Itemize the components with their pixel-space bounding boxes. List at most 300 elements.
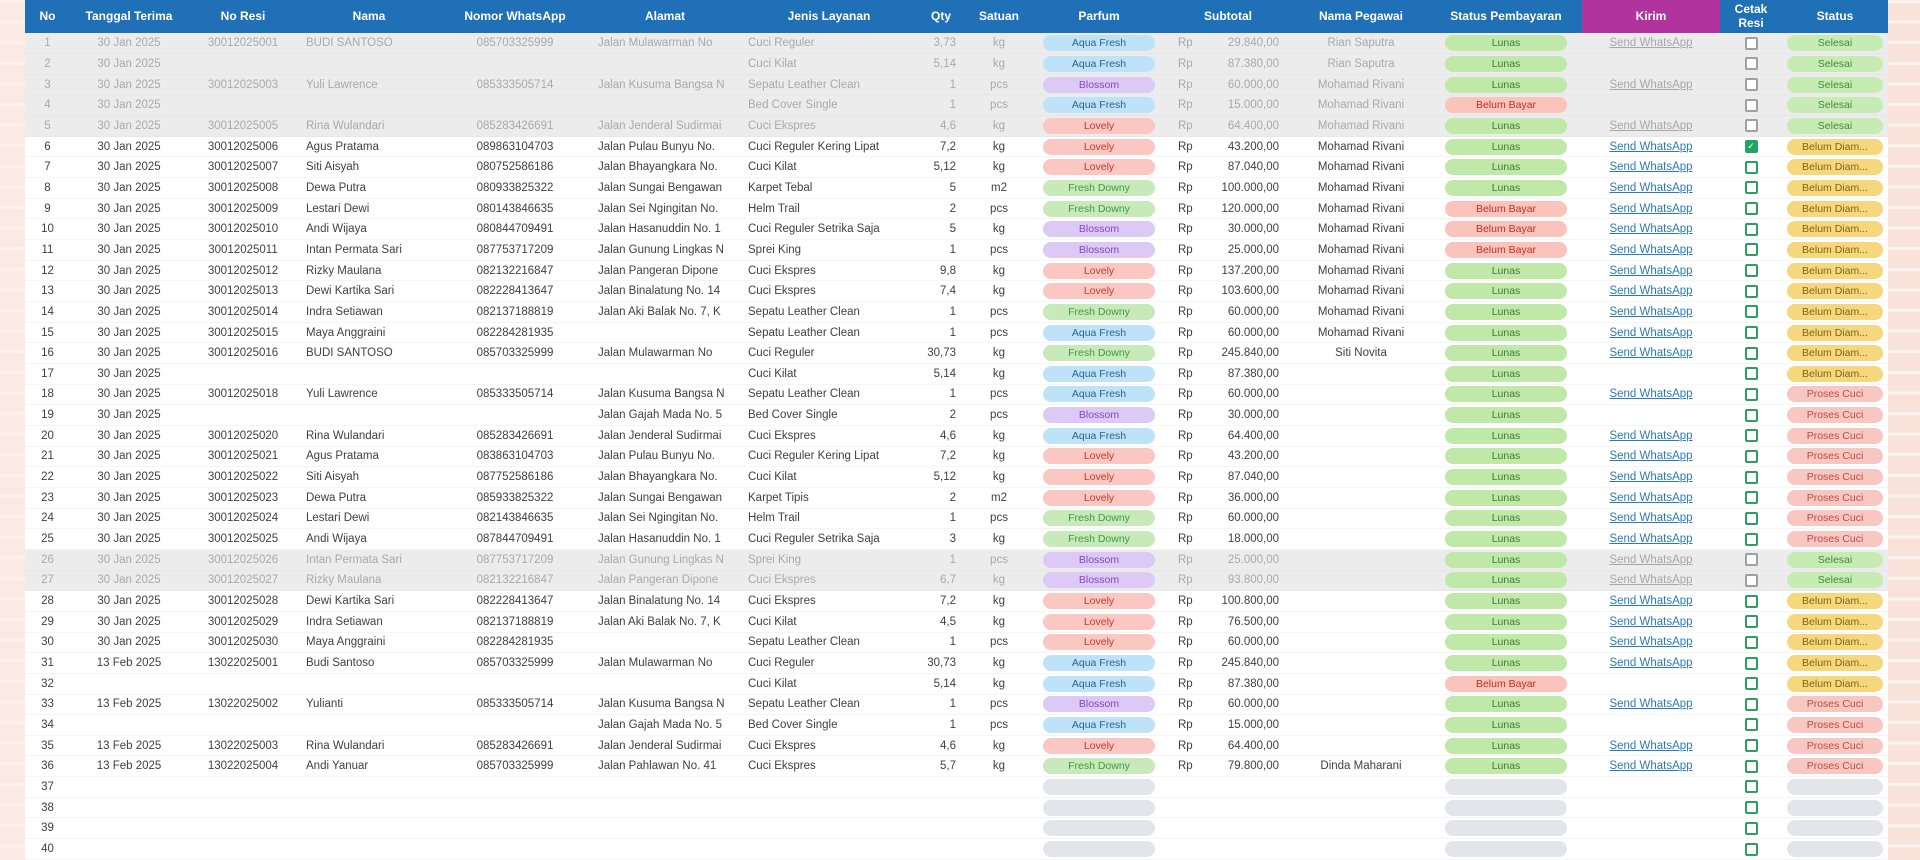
cetak-resi-checkbox[interactable] [1745,698,1758,711]
cell-tanggal-terima: 30 Jan 2025 [70,136,188,157]
cell-row-number: 12 [25,260,70,281]
subtotal-amount: 43.200,00 [1227,450,1279,463]
status-badge: Selesai [1787,97,1883,113]
cetak-resi-checkbox[interactable] [1745,533,1758,546]
cell-parfum [1034,74,1164,95]
table-row [25,549,1888,570]
cell-row-number: 35 [25,735,70,756]
cell-status-pembayaran [1430,570,1582,591]
cetak-resi-checkbox[interactable] [1745,429,1758,442]
cell-row-number: 17 [25,364,70,385]
cell-alamat [590,818,740,839]
parfum-badge: Lovely [1043,159,1155,175]
send-whatsapp-link[interactable]: Send WhatsApp [1609,739,1693,752]
currency-prefix: Rp [1178,760,1193,773]
send-whatsapp-link[interactable]: Send WhatsApp [1609,161,1693,174]
cell-no-resi: 30012025011 [188,240,298,261]
cetak-resi-checkbox[interactable] [1745,161,1758,174]
cell-nama-pegawai: Mohamad Rivani [1292,302,1430,323]
send-whatsapp-link[interactable]: Send WhatsApp [1609,202,1693,215]
cell-subtotal [1164,549,1292,570]
col-header-kirim: Kirim [1582,0,1720,33]
status-badge: Proses Cuci [1787,448,1883,464]
send-whatsapp-link[interactable]: Send WhatsApp [1609,636,1693,649]
cell-jenis-layanan [740,818,918,839]
table-row [25,446,1888,467]
table-row [25,260,1888,281]
cell-qty: 1 [918,95,964,116]
cell-alamat: Jalan Sungai Bengawan [590,178,740,199]
cetak-resi-checkbox[interactable] [1745,615,1758,628]
cell-qty: 5,12 [918,157,964,178]
cetak-resi-checkbox[interactable] [1745,760,1758,773]
subtotal-amount: 18.000,00 [1227,533,1279,546]
cell-alamat [590,54,740,75]
cell-nama-pegawai: Rian Saputra [1292,33,1430,54]
cell-qty: 4,5 [918,611,964,632]
cell-satuan [964,777,1034,798]
table-row [25,343,1888,364]
cell-no-resi: 13022025004 [188,756,298,777]
cell-no-resi: 13022025003 [188,735,298,756]
cetak-resi-checkbox[interactable] [1745,243,1758,256]
cetak-resi-checkbox[interactable] [1745,471,1758,484]
status-badge: Proses Cuci [1787,531,1883,547]
cell-subtotal [1164,632,1292,653]
cell-nama-pegawai [1292,446,1430,467]
cell-nama: Siti Aisyah [298,467,440,488]
payment-status-badge-placeholder [1445,820,1567,836]
subtotal-amount: 36.000,00 [1227,491,1279,504]
cell-alamat: Jalan Jenderal Sudirmai [590,116,740,137]
cell-row-number: 15 [25,322,70,343]
cell-row-number: 40 [25,839,70,860]
cell-parfum [1034,178,1164,199]
cetak-resi-checkbox[interactable] [1745,181,1758,194]
table-row [25,570,1888,591]
cetak-resi-checkbox[interactable] [1745,553,1758,566]
cell-qty [918,839,964,860]
status-badge: Proses Cuci [1787,469,1883,485]
cetak-resi-checkbox[interactable] [1745,37,1758,50]
cell-parfum [1034,694,1164,715]
cell-cetak-resi [1720,735,1782,756]
cell-nama: Maya Anggraini [298,632,440,653]
parfum-badge: Lovely [1043,634,1155,650]
currency-prefix: Rp [1178,78,1193,91]
cell-alamat: Jalan Hasanuddin No. 1 [590,529,740,550]
cell-no-resi: 30012025013 [188,281,298,302]
cell-alamat: Jalan Mulawarman No [590,653,740,674]
cell-cetak-resi [1720,260,1782,281]
cell-status [1782,364,1888,385]
cell-jenis-layanan [740,839,918,860]
send-whatsapp-link[interactable]: Send WhatsApp [1609,533,1693,546]
cell-cetak-resi [1720,797,1782,818]
currency-prefix: Rp [1178,223,1193,236]
cell-jenis-layanan: Cuci Ekspres [740,425,918,446]
cell-no-resi [188,839,298,860]
send-whatsapp-link[interactable]: Send WhatsApp [1609,223,1693,236]
parfum-badge-placeholder [1043,841,1155,857]
cell-alamat: Jalan Gunung Lingkas N [590,549,740,570]
cell-qty: 6,7 [918,570,964,591]
cell-nama-pegawai: Mohamad Rivani [1292,95,1430,116]
parfum-badge: Lovely [1043,139,1155,155]
cell-status-pembayaran [1430,529,1582,550]
cell-no-resi: 30012025020 [188,425,298,446]
cell-parfum [1034,529,1164,550]
cell-jenis-layanan: Cuci Ekspres [740,260,918,281]
col-header-parfum: Parfum [1034,0,1164,33]
parfum-badge: Fresh Downy [1043,304,1155,320]
cell-no-resi: 30012025006 [188,136,298,157]
currency-prefix: Rp [1178,409,1193,422]
cell-nama: Lestari Dewi [298,508,440,529]
table-row [25,384,1888,405]
cell-satuan [964,797,1034,818]
cell-nama-pegawai [1292,735,1430,756]
cell-subtotal [1164,508,1292,529]
table-row [25,673,1888,694]
cetak-resi-checkbox[interactable] [1745,512,1758,525]
currency-prefix: Rp [1178,57,1193,70]
send-whatsapp-link[interactable]: Send WhatsApp [1609,657,1693,670]
cetak-resi-checkbox[interactable] [1745,347,1758,360]
send-whatsapp-link[interactable]: Send WhatsApp [1609,491,1693,504]
cetak-resi-checkbox[interactable] [1745,657,1758,670]
cell-cetak-resi [1720,54,1782,75]
cetak-resi-checkbox[interactable] [1745,388,1758,401]
cell-nama: Indra Setiawan [298,302,440,323]
payment-status-badge: Lunas [1445,469,1567,485]
cell-kirim [1582,74,1720,95]
send-whatsapp-link[interactable]: Send WhatsApp [1609,471,1693,484]
col-header-nama: Nama [298,0,440,33]
cell-nama: Agus Pratama [298,446,440,467]
currency-prefix: Rp [1178,367,1193,380]
payment-status-badge-placeholder [1445,841,1567,857]
cell-subtotal [1164,405,1292,426]
cell-nama-pegawai: Mohamad Rivani [1292,198,1430,219]
send-whatsapp-link[interactable]: Send WhatsApp [1609,264,1693,277]
cetak-resi-checkbox[interactable] [1745,223,1758,236]
send-whatsapp-link[interactable]: Send WhatsApp [1609,553,1693,566]
cell-row-number: 19 [25,405,70,426]
cell-kirim [1582,694,1720,715]
cetak-resi-checkbox[interactable] [1745,305,1758,318]
table-row [25,777,1888,798]
cell-parfum [1034,136,1164,157]
cetak-resi-checkbox[interactable] [1745,780,1758,793]
cell-status-pembayaran [1430,487,1582,508]
cell-satuan: m2 [964,487,1034,508]
cell-satuan: kg [964,425,1034,446]
cell-jenis-layanan: Cuci Kilat [740,467,918,488]
currency-prefix: Rp [1178,119,1193,132]
cell-status [1782,508,1888,529]
cell-nama [298,405,440,426]
send-whatsapp-link[interactable]: Send WhatsApp [1609,615,1693,628]
cetak-resi-checkbox[interactable] [1745,801,1758,814]
cell-subtotal [1164,611,1292,632]
cell-status [1782,653,1888,674]
subtotal-amount: 60.000,00 [1227,388,1279,401]
cetak-resi-checkbox[interactable] [1745,822,1758,835]
cell-jenis-layanan: Cuci Kilat [740,157,918,178]
currency-prefix: Rp [1178,37,1193,50]
cell-jenis-layanan: Cuci Ekspres [740,591,918,612]
cetak-resi-checkbox[interactable] [1745,636,1758,649]
currency-prefix: Rp [1178,450,1193,463]
send-whatsapp-link[interactable]: Send WhatsApp [1609,595,1693,608]
cell-jenis-layanan: Sepatu Leather Clean [740,694,918,715]
cell-jenis-layanan: Karpet Tebal [740,178,918,199]
cell-satuan: pcs [964,240,1034,261]
send-whatsapp-link[interactable]: Send WhatsApp [1609,243,1693,256]
cell-row-number: 16 [25,343,70,364]
table-row [25,715,1888,736]
cell-satuan: kg [964,446,1034,467]
cell-status [1782,446,1888,467]
cell-subtotal [1164,715,1292,736]
send-whatsapp-link[interactable]: Send WhatsApp [1609,119,1693,132]
cell-nama-pegawai [1292,611,1430,632]
payment-status-badge: Lunas [1445,552,1567,568]
cell-row-number: 21 [25,446,70,467]
cetak-resi-checkbox[interactable] [1745,677,1758,690]
send-whatsapp-link[interactable]: Send WhatsApp [1609,305,1693,318]
cell-cetak-resi [1720,487,1782,508]
cell-tanggal-terima: 30 Jan 2025 [70,632,188,653]
cell-nomor-whatsapp: 085933825322 [440,487,590,508]
payment-status-badge: Lunas [1445,572,1567,588]
cell-status-pembayaran [1430,467,1582,488]
cell-jenis-layanan: Cuci Reguler Setrika Saja [740,219,918,240]
cell-kirim [1582,240,1720,261]
col-header-alamat: Alamat [590,0,740,33]
cell-jenis-layanan: Sepatu Leather Clean [740,384,918,405]
cell-qty: 2 [918,198,964,219]
cell-parfum [1034,364,1164,385]
table-row [25,735,1888,756]
payment-status-badge: Belum Bayar [1445,676,1567,692]
cell-nomor-whatsapp: 085283426691 [440,116,590,137]
send-whatsapp-link[interactable]: Send WhatsApp [1609,347,1693,360]
table-row [25,839,1888,860]
cell-status-pembayaran [1430,839,1582,860]
send-whatsapp-link[interactable]: Send WhatsApp [1609,388,1693,401]
status-badge: Proses Cuci [1787,717,1883,733]
cell-status [1782,178,1888,199]
cell-parfum [1034,549,1164,570]
cell-jenis-layanan: Cuci Reguler [740,343,918,364]
cell-satuan: pcs [964,74,1034,95]
parfum-badge: Blossom [1043,221,1155,237]
subtotal-amount: 137.200,00 [1221,264,1279,277]
cetak-resi-checkbox[interactable] [1745,574,1758,587]
cell-no-resi [188,673,298,694]
status-badge: Proses Cuci [1787,386,1883,402]
cell-satuan: pcs [964,508,1034,529]
cell-tanggal-terima: 30 Jan 2025 [70,425,188,446]
parfum-badge: Lovely [1043,118,1155,134]
cell-alamat: Jalan Aki Balak No. 7, K [590,611,740,632]
table-row [25,240,1888,261]
subtotal-amount: 60.000,00 [1227,78,1279,91]
cell-nama-pegawai [1292,839,1430,860]
cell-nomor-whatsapp [440,405,590,426]
cetak-resi-checkbox[interactable] [1745,78,1758,91]
cell-status-pembayaran [1430,281,1582,302]
cell-kirim [1582,715,1720,736]
cell-row-number: 13 [25,281,70,302]
parfum-badge: Fresh Downy [1043,180,1155,196]
col-header-tanggal-terima: Tanggal Terima [70,0,188,33]
cetak-resi-checkbox[interactable] [1745,843,1758,856]
cell-status-pembayaran [1430,302,1582,323]
cell-nama: Rizky Maulana [298,260,440,281]
currency-prefix: Rp [1178,347,1193,360]
cell-nama: Dewa Putra [298,487,440,508]
parfum-badge: Blossom [1043,407,1155,423]
cell-subtotal [1164,446,1292,467]
cell-cetak-resi [1720,694,1782,715]
currency-prefix: Rp [1178,471,1193,484]
send-whatsapp-link[interactable]: Send WhatsApp [1609,140,1693,153]
send-whatsapp-link[interactable]: Send WhatsApp [1609,450,1693,463]
subtotal-amount: 30.000,00 [1227,409,1279,422]
cell-kirim [1582,384,1720,405]
cell-jenis-layanan: Sepatu Leather Clean [740,632,918,653]
cetak-resi-checkbox[interactable] [1745,450,1758,463]
cetak-resi-checkbox[interactable] [1745,202,1758,215]
cetak-resi-checkbox[interactable] [1745,595,1758,608]
send-whatsapp-link[interactable]: Send WhatsApp [1609,698,1693,711]
cell-no-resi [188,54,298,75]
cell-parfum [1034,33,1164,54]
send-whatsapp-link[interactable]: Send WhatsApp [1609,78,1693,91]
status-badge: Belum Diam... [1787,304,1883,320]
cell-nama: Rina Wulandari [298,116,440,137]
status-badge: Belum Diam... [1787,242,1883,258]
cell-status [1782,136,1888,157]
cell-cetak-resi [1720,777,1782,798]
cell-status [1782,611,1888,632]
cell-parfum [1034,446,1164,467]
cell-nama-pegawai [1292,487,1430,508]
cell-status [1782,302,1888,323]
cetak-resi-checkbox[interactable] [1745,264,1758,277]
cell-kirim [1582,839,1720,860]
subtotal-amount: 60.000,00 [1227,698,1279,711]
payment-status-badge: Lunas [1445,717,1567,733]
send-whatsapp-link[interactable]: Send WhatsApp [1609,574,1693,587]
cell-nomor-whatsapp: 087753717209 [440,549,590,570]
cell-kirim [1582,178,1720,199]
subtotal-amount: 15.000,00 [1227,718,1279,731]
cell-nama: Dewi Kartika Sari [298,591,440,612]
currency-prefix: Rp [1178,285,1193,298]
cetak-resi-checkbox[interactable] [1745,326,1758,339]
cell-cetak-resi [1720,425,1782,446]
cell-alamat: Jalan Bhayangkara No. [590,467,740,488]
cell-nama [298,839,440,860]
cell-status [1782,95,1888,116]
cell-qty: 3,73 [918,33,964,54]
cetak-resi-checkbox[interactable] [1745,285,1758,298]
cell-cetak-resi [1720,446,1782,467]
status-badge: Belum Diam... [1787,159,1883,175]
cell-alamat: Jalan Pahlawan No. 41 [590,756,740,777]
cell-nama: Lestari Dewi [298,198,440,219]
cell-qty: 30,73 [918,653,964,674]
send-whatsapp-link[interactable]: Send WhatsApp [1609,37,1693,50]
cetak-resi-checkbox[interactable] [1745,409,1758,422]
cell-no-resi: 30012025021 [188,446,298,467]
cetak-resi-checkbox[interactable] [1745,367,1758,380]
send-whatsapp-link[interactable]: Send WhatsApp [1609,181,1693,194]
cetak-resi-checkbox[interactable]: ✓ [1745,140,1758,153]
cetak-resi-checkbox[interactable] [1745,491,1758,504]
cell-status-pembayaran [1430,95,1582,116]
cell-status-pembayaran [1430,178,1582,199]
cetak-resi-checkbox[interactable] [1745,57,1758,70]
cell-subtotal [1164,529,1292,550]
subtotal-amount: 87.380,00 [1227,677,1279,690]
send-whatsapp-link[interactable]: Send WhatsApp [1609,512,1693,525]
send-whatsapp-link[interactable]: Send WhatsApp [1609,760,1693,773]
send-whatsapp-link[interactable]: Send WhatsApp [1609,429,1693,442]
cell-satuan: pcs [964,694,1034,715]
col-header-no: No [25,0,70,33]
cell-subtotal [1164,281,1292,302]
cell-nomor-whatsapp: 085333505714 [440,384,590,405]
cell-tanggal-terima: 30 Jan 2025 [70,95,188,116]
cell-kirim [1582,529,1720,550]
currency-prefix: Rp [1178,718,1193,731]
cetak-resi-checkbox[interactable] [1745,99,1758,112]
cetak-resi-checkbox[interactable] [1745,739,1758,752]
payment-status-badge: Lunas [1445,407,1567,423]
table-row [25,302,1888,323]
cell-jenis-layanan: Cuci Reguler Kering Lipat [740,136,918,157]
send-whatsapp-link[interactable]: Send WhatsApp [1609,326,1693,339]
cell-qty: 4,6 [918,116,964,137]
send-whatsapp-link[interactable]: Send WhatsApp [1609,285,1693,298]
subtotal-amount: 64.400,00 [1227,739,1279,752]
cell-alamat: Jalan Pangeran Dipone [590,570,740,591]
cell-tanggal-terima: 30 Jan 2025 [70,54,188,75]
cell-satuan: kg [964,157,1034,178]
cell-alamat: Jalan Pangeran Dipone [590,260,740,281]
cell-satuan: pcs [964,632,1034,653]
cell-cetak-resi [1720,157,1782,178]
cell-nama: Indra Setiawan [298,611,440,632]
cell-jenis-layanan: Cuci Kilat [740,364,918,385]
cetak-resi-checkbox[interactable] [1745,718,1758,731]
cell-row-number: 18 [25,384,70,405]
cell-subtotal [1164,33,1292,54]
cell-cetak-resi [1720,240,1782,261]
cetak-resi-checkbox[interactable] [1745,119,1758,132]
cell-subtotal [1164,157,1292,178]
cell-no-resi: 30012025012 [188,260,298,281]
cell-tanggal-terima: 30 Jan 2025 [70,364,188,385]
cell-tanggal-terima [70,839,188,860]
cell-no-resi: 30012025009 [188,198,298,219]
cell-satuan: pcs [964,405,1034,426]
